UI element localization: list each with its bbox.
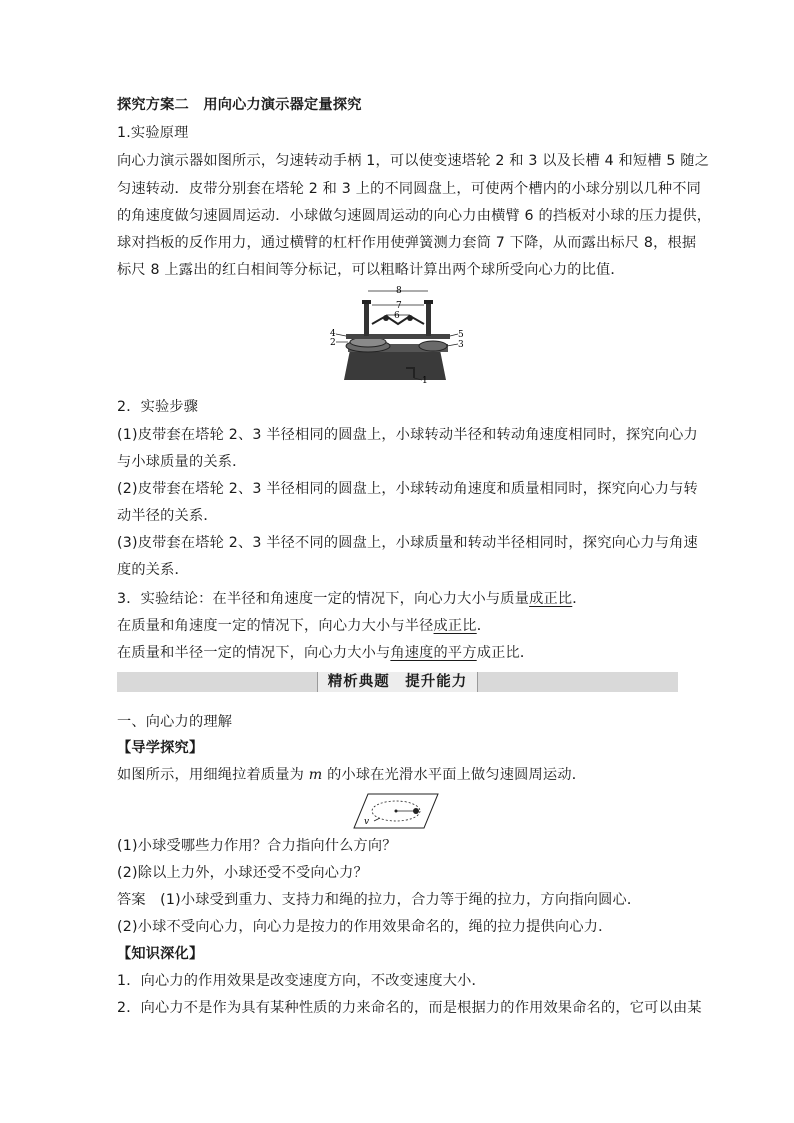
section-banner (117, 672, 678, 692)
steps-line-5: (3)皮带套在塔轮 2、3 半径不同的圆盘上，小球质量和转动半径相同时，探究向心力与角速 (117, 535, 698, 551)
circular-motion-figure (352, 792, 440, 830)
guide-text-post: 的小球在光滑水平面上做匀速圆周运动． (322, 767, 587, 783)
fig1-label-1: 1 (422, 376, 428, 386)
fig1-label-5: 5 (458, 330, 464, 340)
steps-line-4: 动半径的关系． (117, 508, 218, 524)
conclusion-2-text: 在质量和角速度一定的情况下，向心力大小与半径 (117, 618, 434, 634)
banner-title: 精析典题 提升能力 (317, 672, 479, 692)
conclusion-1-answer: 成正比 (529, 591, 573, 607)
centripetal-demonstrator-figure (328, 284, 468, 386)
fig1-label-8: 8 (396, 286, 402, 296)
principle-line-3: 的角速度做匀速圆周运动．小球做匀速圆周运动的向心力由横臂 6 的挡板对小球的压力提供， (117, 208, 712, 224)
principle-line-4: 球对挡板的反作用力，通过横臂的杠杆作用使弹簧测力套筒 7 下降，从而露出标尺 8，根据 (117, 235, 697, 251)
fig1-label-4: 4 (330, 329, 336, 339)
fig1-label-7: 7 (396, 301, 402, 311)
steps-line-2: 与小球质量的关系． (117, 454, 247, 470)
steps-heading: 2．实验步骤 (117, 399, 199, 415)
conclusion-2-end: ． (476, 618, 492, 634)
fig1-label-2: 2 (330, 338, 336, 348)
knowledge-line-2: 2．向心力不是作为具有某种性质的力来命名的，而是根据力的作用效果命名的，它可以由某 (117, 1000, 702, 1016)
conclusion-2-answer: 成正比 (433, 618, 477, 634)
guide-variable-m: m (308, 767, 323, 783)
question-1: (1)小球受哪些力作用？合力指向什么方向？ (117, 838, 397, 854)
velocity-label: v (364, 817, 370, 827)
conclusion-line-1 (117, 590, 682, 608)
principle-line-5: 标尺 8 上露出的红白相间等分标记，可以粗略计算出两个球所受向心力的比值． (117, 262, 625, 278)
conclusion-line-2 (117, 617, 682, 635)
section-title: 探究方案二 用向心力演示器定量探究 (117, 97, 362, 113)
answer-line-1 (117, 891, 682, 909)
conclusion-3-answer: 角速度的平方 (390, 645, 477, 661)
fig1-label-6: 6 (394, 311, 400, 321)
answer-label: 答案 (117, 892, 146, 908)
guide-text-pre: 如图所示，用细绳拉着质量为 (117, 767, 309, 783)
steps-line-6: 度的关系． (117, 562, 189, 578)
question-2: (2)除以上力外，小球还受不受向心力？ (117, 865, 368, 881)
steps-line-1: (1)皮带套在塔轮 2、3 半径相同的圆盘上，小球转动半径和转动角速度相同时，探究向心力 (117, 427, 698, 443)
knowledge-heading: 【知识深化】 (117, 946, 204, 962)
steps-line-3: (2)皮带套在塔轮 2、3 半径相同的圆盘上，小球转动角速度和质量相同时，探究向心力与转 (117, 481, 698, 497)
guide-heading: 【导学探究】 (117, 740, 204, 756)
principle-line-2: 匀速转动．皮带分别套在塔轮 2 和 3 上的不同圆盘上，可使两个槽内的小球分别以几种不同 (117, 181, 702, 197)
fig1-label-3: 3 (458, 340, 464, 350)
guide-text (117, 766, 682, 784)
conclusion-1-end: ． (572, 591, 587, 607)
conclusion-line-3 (117, 644, 682, 662)
conclusion-1-text: 3．实验结论：在半径和角速度一定的情况下，向心力大小与质量 (117, 591, 530, 607)
part1-heading: 一、向心力的理解 (117, 714, 233, 730)
principle-heading: 1.实验原理 (117, 125, 189, 141)
conclusion-3-end: 成正比． (476, 645, 535, 661)
conclusion-3-text: 在质量和半径一定的情况下，向心力大小与 (117, 645, 391, 661)
principle-line-1: 向心力演示器如图所示，匀速转动手柄 1，可以使变速塔轮 2 和 3 以及长槽 4 和短槽 5 随之 (117, 153, 710, 169)
knowledge-line-1: 1．向心力的作用效果是改变速度方向，不改变速度大小． (117, 973, 486, 989)
answer-line-2: (2)小球不受向心力，向心力是按力的作用效果命名的，绳的拉力提供向心力． (117, 919, 613, 935)
answer-text-1: (1)小球受到重力、支持力和绳的拉力，合力等于绳的拉力，方向指向圆心． (160, 892, 642, 908)
